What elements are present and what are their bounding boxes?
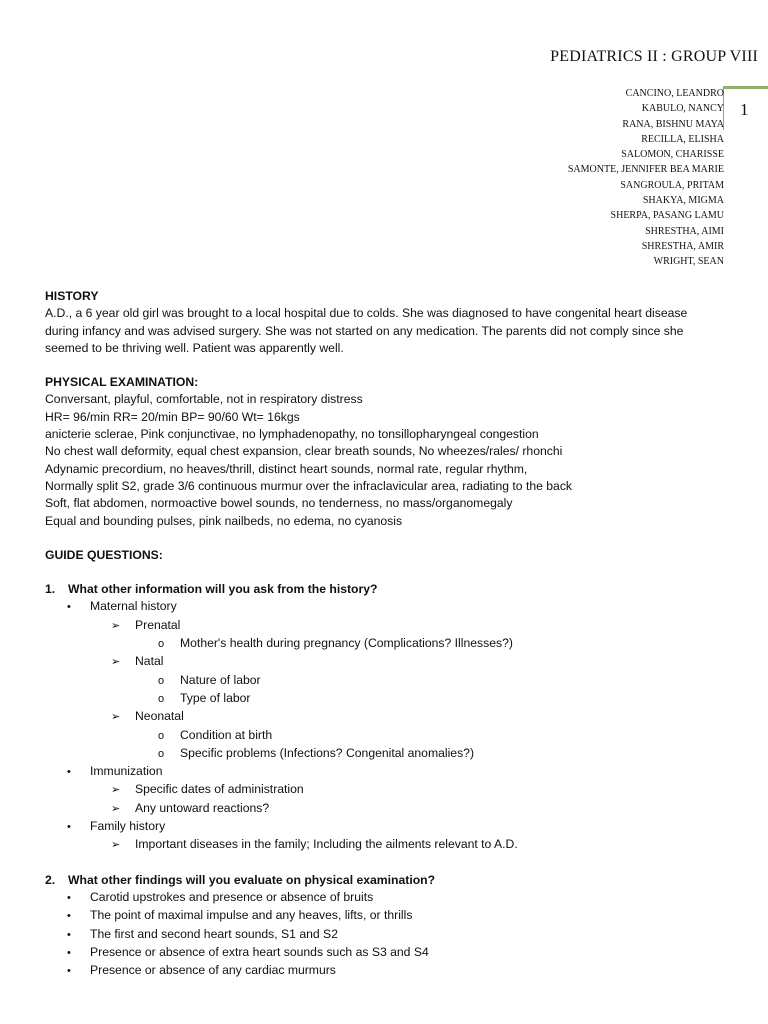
bullet-icon: • — [67, 766, 71, 779]
member-name: SALOMON, CHARISSE — [621, 149, 724, 161]
exam-line: HR= 96/min RR= 20/min BP= 90/60 Wt= 16kgs — [45, 409, 300, 424]
exam-line: Adynamic precordium, no heaves/thrill, distinct heart sounds, normal rate, regular rhythm, — [45, 461, 528, 476]
list-item-text: Natal — [135, 654, 164, 669]
list-item-text: Condition at birth — [180, 727, 273, 742]
list-item-text: Type of labor — [180, 690, 251, 705]
member-name: SAMONTE, JENNIFER BEA MARIE — [567, 164, 724, 176]
group-member-list — [568, 86, 724, 270]
question-text: What other information will you ask from the history? — [68, 582, 378, 597]
list-item — [45, 836, 745, 854]
list-item-text: Immunization — [90, 764, 163, 779]
list-item — [45, 800, 745, 818]
list-item-text: Presence or absence of any cardiac murmurs — [90, 963, 336, 978]
bullet-icon: • — [67, 928, 71, 941]
history-line: during infancy and was advised surgery. She was not started on any medication. The parents did not comply since she — [45, 323, 684, 338]
exam-line: Normally split S2, grade 3/6 continuous murmur over the infraclavicular area, radiating to the back — [45, 478, 573, 493]
member-name: SHERPA, PASANG LAMU — [610, 210, 724, 222]
list-item-text: Neonatal — [135, 709, 184, 724]
circle-bullet-icon: o — [158, 674, 165, 687]
list-item — [45, 653, 745, 671]
list-item-text: Carotid upstrokes and presence or absence of bruits — [90, 889, 374, 904]
member-name: SHRESTHA, AIMI — [645, 225, 724, 237]
document-body — [45, 288, 745, 980]
arrow-bullet-icon: ➢ — [111, 711, 121, 724]
list-item-text: Prenatal — [135, 617, 181, 632]
list-item — [45, 944, 745, 962]
member-name: SHRESTHA, AMIR — [641, 240, 724, 252]
bullet-icon: • — [67, 946, 71, 959]
exam-line: Conversant, playful, comfortable, not in respiratory distress — [45, 392, 363, 407]
list-item — [45, 617, 745, 635]
page-title: PEDIATRICS II : GROUP VIII — [550, 48, 758, 65]
list-item-text: The point of maximal impulse and any heaves, lifts, or thrills — [90, 908, 413, 923]
list-item-text: Nature of labor — [180, 672, 261, 687]
page-number: 1 — [740, 100, 749, 119]
member-name: RECILLA, ELISHA — [641, 133, 724, 145]
circle-bullet-icon: o — [158, 729, 165, 742]
member-name: KABULO, NANCY — [641, 103, 724, 115]
list-item — [45, 907, 745, 925]
list-item — [45, 818, 745, 836]
list-item — [45, 781, 745, 799]
exam-line: Equal and bounding pulses, pink nailbeds, no edema, no cyanosis — [45, 513, 403, 528]
arrow-bullet-icon: ➢ — [111, 802, 121, 815]
circle-bullet-icon: o — [158, 638, 165, 651]
list-item — [45, 690, 745, 708]
member-name: SHAKYA, MIGMA — [642, 195, 724, 207]
bullet-icon: • — [67, 910, 71, 923]
member-name: RANA, BISHNU MAYA — [622, 118, 724, 130]
history-heading: HISTORY — [45, 289, 99, 303]
question-2 — [45, 872, 745, 889]
list-item — [45, 635, 745, 653]
arrow-bullet-icon: ➢ — [111, 656, 121, 669]
list-item-text: Specific problems (Infections? Congenital anomalies?) — [180, 745, 475, 760]
question-number: 1. — [45, 582, 56, 597]
member-name: WRIGHT, SEAN — [653, 256, 724, 268]
list-item — [45, 708, 745, 726]
list-item-text: Specific dates of administration — [135, 782, 304, 797]
list-item-text: Any untoward reactions? — [135, 800, 270, 815]
question-text: What other findings will you evaluate on physical examination? — [68, 872, 436, 887]
history-line: seemed to be thriving well. Patient was apparently well. — [45, 340, 344, 355]
list-item-text: Family history — [90, 819, 166, 834]
exam-line: anicterie sclerae, Pink conjunctivae, no lymphadenopathy, no tonsillopharyngeal congestion — [45, 427, 539, 442]
question-number: 2. — [45, 872, 56, 887]
list-item — [45, 889, 745, 907]
list-item — [45, 745, 745, 763]
list-item-text: Mother's health during pregnancy (Complications? Illnesses?) — [180, 636, 513, 651]
bullet-icon: • — [67, 821, 71, 834]
list-item-text: Maternal history — [90, 599, 177, 614]
member-name: CANCINO, LEANDRO — [625, 88, 724, 99]
bullet-icon: • — [67, 965, 71, 978]
arrow-bullet-icon: ➢ — [111, 619, 121, 632]
arrow-bullet-icon: ➢ — [111, 784, 121, 797]
list-item-text: The first and second heart sounds, S1 and S2 — [90, 926, 338, 941]
member-name: SANGROULA, PRITAM — [620, 179, 724, 191]
list-item-text: Presence or absence of extra heart sounds such as S3 and S4 — [90, 944, 429, 959]
exam-line: Soft, flat abdomen, normoactive bowel sounds, no tenderness, no mass/organomegaly — [45, 496, 513, 511]
list-item — [45, 672, 745, 690]
bullet-icon: • — [67, 891, 71, 904]
bullet-icon: • — [67, 601, 71, 614]
history-line: A.D., a 6 year old girl was brought to a local hospital due to colds. She was diagnosed to have congenital heart disease — [45, 306, 688, 321]
physical-exam-heading: PHYSICAL EXAMINATION: — [45, 375, 199, 390]
question-1 — [45, 581, 745, 598]
list-item — [45, 727, 745, 745]
circle-bullet-icon: o — [158, 692, 165, 705]
list-item-text: Important diseases in the family; Including the ailments relevant to A.D. — [135, 837, 518, 852]
list-item — [45, 962, 745, 980]
list-item — [45, 763, 745, 781]
guide-questions-heading: GUIDE QUESTIONS: — [45, 547, 163, 562]
exam-line: No chest wall deformity, equal chest expansion, clear breath sounds, No wheezes/rales/ rhonchi — [45, 444, 563, 459]
list-item — [45, 598, 745, 616]
arrow-bullet-icon: ➢ — [111, 839, 121, 852]
page-number-rule — [723, 86, 768, 89]
circle-bullet-icon: o — [158, 747, 165, 760]
list-item — [45, 926, 745, 944]
